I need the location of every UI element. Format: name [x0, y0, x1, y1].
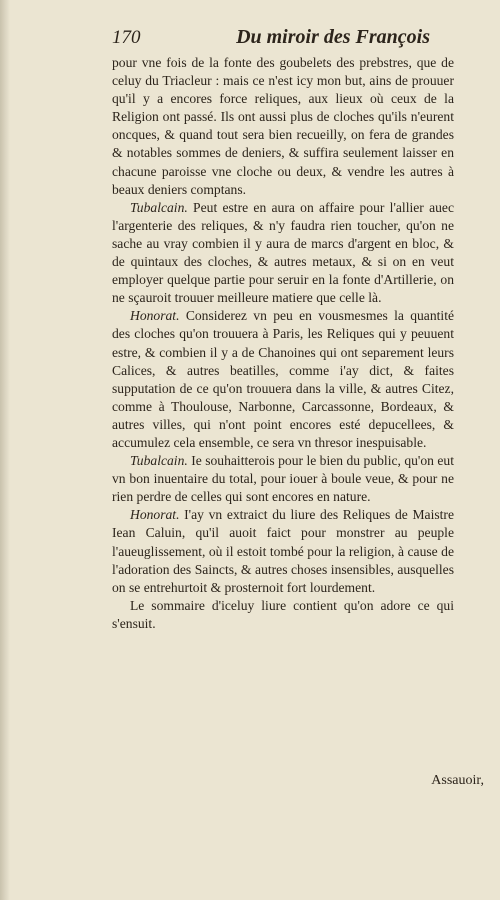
speaker-name: Tubalcain. — [130, 199, 188, 215]
paragraph-4 — [112, 452, 454, 506]
speaker-name: Honorat. — [130, 308, 180, 324]
running-title: Du miroir des François — [236, 26, 430, 48]
paragraph-text: Peut estre en aura on affaire pour l'allier auec l'argenterie des reliques, & n'y faudra rien toucher, qu'on ne sache au vray combien il y aura de marcs d'argent en bloc, & de quintaux des cloches, & autres metaux, & si on en veut employer quelque partie pour seruir en la fonte d'Artillerie, on ne sçauroit trouuer meilleure matiere que celle là. — [112, 199, 454, 306]
speaker-name: Honorat. — [130, 507, 180, 523]
page-binding-edge — [0, 0, 10, 900]
paragraph-5 — [112, 506, 454, 596]
page-number: 170 — [112, 27, 141, 48]
paragraph-text: I'ay vn extraict du liure des Reliques de Maistre Iean Caluin, qu'il auoit faict pour monstrer au peuple l'aueuglissement, où il estoit tombé pour la religion, à cause de l'adoration des Saincts, & autres choses insensibles, ausquelles on se entrehurtoit & prosternoit fort lourdement. — [112, 507, 454, 595]
paragraph-text: Considerez vn peu en vousmesmes la quantité des cloches qu'on trouuera à Paris, les Reliques qui y peuuent estre, & combien il y a de Chanoines qui ont separement leurs Calices, & autres beatilles, comme i'ay dict, & faites supputation de ce qu'on trouuera dans la ville, & autres Citez, comme à Thoulouse, Narbonne, Carcassonne, Bordeaux, & autres villes, qui n'ont point encores esté depucellees, & accumulez cela ensemble, ce sera vn thresor inespuisable. — [112, 308, 454, 450]
paragraph-text: Ie souhaitterois pour le bien du public, qu'on eut vn bon inuentaire du total, pour iouer à boule veue, & pour ne rien perdre de celles qui sont encores en nature. — [112, 453, 455, 505]
paragraph-6 — [112, 597, 454, 633]
paragraph-text: pour vne fois de la fonte des goubelets des prebstres, que de celuy du Triacleur : mais ce n'est icy mon but, ains de prouuer qu'il y a encores force reliques, aux lieux où ceux de la Religion ont passé. Ils ont aussi plus de cloches qu'ils n'eurent oncques, & quand tout sera bien recueilly, on fera de grandes & notables sommes de deniers, & suffira seulement laisser en chacune paroisse vne cloche ou deux, & vendre les autres à beaux deniers comptans. — [112, 55, 454, 197]
paragraph-2 — [112, 199, 454, 308]
body-text — [112, 54, 454, 633]
paragraph-3 — [112, 307, 454, 452]
paragraph-text: Le sommaire d'iceluy liure contient qu'on adore ce qui s'ensuit. — [112, 597, 454, 631]
paragraph-1 — [112, 54, 454, 199]
speaker-name: Tubalcain. — [130, 453, 188, 469]
catchword: Assauoir, — [431, 773, 484, 788]
page-header — [112, 26, 430, 56]
